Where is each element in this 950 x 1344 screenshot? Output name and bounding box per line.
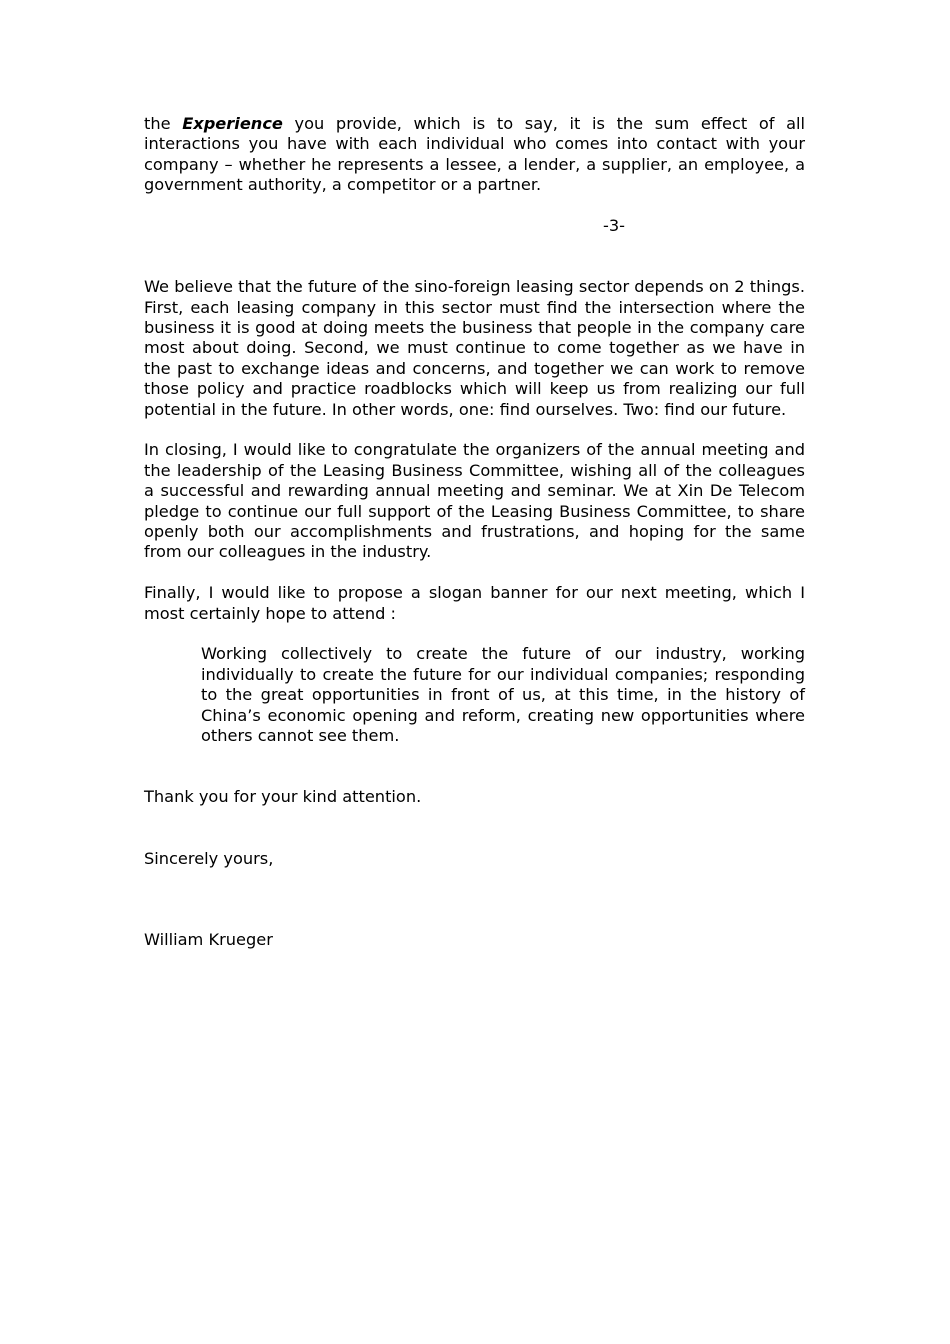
thanks-line: Thank you for your kind attention. [144, 787, 422, 807]
spacer [144, 869, 805, 930]
paragraph-slogan-proposal: Finally, I would like to propose a slogan banner for our next meeting, which I most certainly hope to attend : [144, 583, 805, 623]
document-page [144, 114, 805, 951]
spacer [144, 236, 805, 277]
closing-salutation: Sincerely yours, [144, 848, 274, 868]
paragraph-closing-congratulations: In closing, I would like to congratulate the organizers of the annual meeting and the leadership of the Leasing Business Committee, wishing all of the colleagues a successful and rewarding annual meeting and seminar. We at Xin De Telecom pledge to continue our full support of the Leasing Business Committee, to share openly both our accomplishments and frustrations, and hoping for the same from our colleagues in the industry. [144, 440, 805, 562]
spacer [144, 624, 805, 644]
spacer [144, 808, 805, 849]
top-paragraph [144, 114, 805, 196]
signature-name: William Krueger [144, 930, 273, 950]
spacer [144, 420, 805, 440]
top-paragraph-lead: the [144, 114, 183, 133]
slogan-quote: Working collectively to create the future of our industry, working individually to create the future for our individual companies; responding to the great opportunities in front of us, at this time, in the history of China’s economic opening and reform, creating new opportunities where others cannot see them. [201, 644, 805, 746]
spacer [144, 563, 805, 583]
top-paragraph-rest: you provide, which is to say, it is the sum effect of all interactions you have with each individual who comes into contact with your company – whether he represents a lessee, a lender, a supplier, an employee, a government authority, a competitor or a partner. [144, 114, 806, 195]
page-number: -3- [603, 216, 625, 236]
paragraph-future-of-sector: We believe that the future of the sino-foreign leasing sector depends on 2 things. First, each leasing company in this sector must find the intersection where the business it is good at doing meets the business that people in the company care most about doing. Second, we must continue to come together as we have in the past to exchange ideas and concerns, and together we can work to remove those policy and practice roadblocks which will keep us from realizing our full potential in the future. In other words, one: find ourselves. Two: find our future. [144, 277, 805, 419]
spacer [144, 747, 805, 788]
experience-emphasis: Experience [182, 114, 283, 133]
